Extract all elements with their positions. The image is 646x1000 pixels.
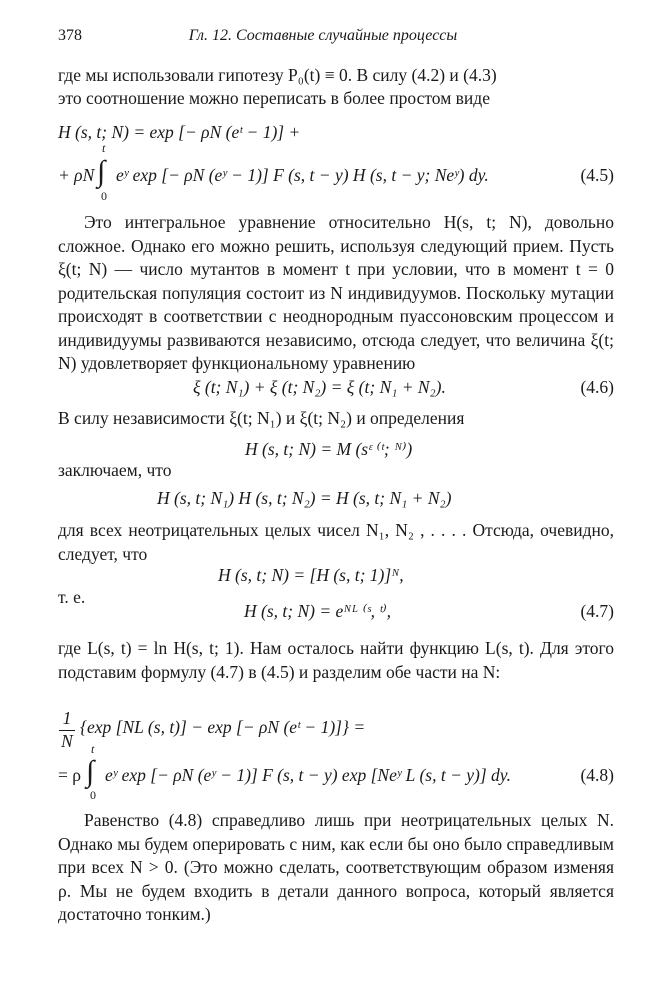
equation-4-6: ξ (t; N₁) + ξ (t; N₂) = ξ (t; N₁ + N₂). <box>193 377 446 397</box>
paragraph-ie: т. е. <box>58 587 86 607</box>
equation-4-5-line1: H (s, t; N) = exp [− ρN (eᵗ − 1)] + <box>58 122 301 142</box>
equation-4-8-upper-limit: t <box>91 742 95 756</box>
paragraph-all-integers: для всех неотрицательных целых чисел N₁, N₂ , . . . . Отсюда, очевидно, следует, что <box>58 520 614 564</box>
equation-4-8-fraction-denominator: N <box>61 731 73 751</box>
equation-4-5-body: eʸ exp [− ρN (eʸ − 1)] F (s, t − y) H (s, t − y; Neʸ) dy. <box>116 165 489 185</box>
equation-multiplicative: H (s, t; N₁) H (s, t; N₂) = H (s, t; N₁ + N₂) <box>157 488 452 508</box>
equation-4-7-number: (4.7) <box>580 601 614 621</box>
equation-4-5-lead: + ρN <box>58 165 95 185</box>
equation-4-8-lower-limit: 0 <box>90 788 96 802</box>
equation-4-8-line1: {exp [NL (s, t)] − exp [− ρN (eᵗ − 1)]} = <box>80 717 366 737</box>
paragraph-integral-equation: Это интегральное уравнение относительно H(s, t; N), довольно сложное. Однако его можно решить, используя следующий прием. Пусть ξ(t; N) — число мутантов в момент t при условии, что в момент t = 0 родительская популяция состоит из N индивидуумов. Поскольку мутации происходят в соответствии с неоднородным пуассоновским процессом и индивидуумы развиваются независимо, отсюда следует, что величина ξ(t; N) удовлетворяет функциональному уравнению <box>58 212 614 373</box>
paragraph-conclude: заключаем, что <box>58 460 172 480</box>
equation-4-8-fraction-numerator: 1 <box>62 708 72 728</box>
equation-4-8-lead: = ρ <box>58 765 81 785</box>
running-head: Гл. 12. Составные случайные процессы <box>188 27 458 44</box>
paragraph-independence: В силу независимости ξ(t; N₁) и ξ(t; N₂) и определения <box>58 408 465 428</box>
equation-4-8-body: eʸ exp [− ρN (eʸ − 1)] F (s, t − y) exp [Neʸ L (s, t − y)] dy. <box>105 765 511 785</box>
paragraph-find-L: где L(s, t) = ln H(s, t; 1). Нам осталось найти функцию L(s, t). Для этого подставим формулу (4.7) в (4.5) и разделим обе части на N: <box>58 638 614 682</box>
equation-4-7: H (s, t; N) = eᴺᴸ ⁽ˢ, ᵗ⁾, <box>244 601 392 621</box>
paragraph-intro-line1: где мы использовали гипотезу P₀(t) ≡ 0. В силу (4.2) и (4.3) <box>58 65 497 85</box>
integral-sign: ∫ <box>97 155 106 188</box>
paragraph-intro-line2: это соотношение можно переписать в более простом виде <box>58 88 490 108</box>
equation-4-8-number: (4.8) <box>580 765 614 785</box>
equation-4-5-number: (4.5) <box>580 165 614 185</box>
page-number: 378 <box>58 27 82 44</box>
equation-power: H (s, t; N) = [H (s, t; 1)]ᴺ, <box>218 565 404 585</box>
equation-definition: H (s, t; N) = M (sᵋ ⁽ᵗ; ᴺ⁾) <box>245 439 413 459</box>
equation-4-5-upper-limit: t <box>102 141 106 155</box>
integral-sign: ∫ <box>86 755 95 788</box>
equation-4-6-number: (4.6) <box>580 377 614 397</box>
paragraph-validity: Равенство (4.8) справедливо лишь при неотрицательных целых N. Однако мы будем оперировать с ним, как если бы оно было справедливым при всех N > 0. (Это можно сделать, соответствующим образом изменяя ρ. Мы не будем входить в детали данного вопроса, который является достаточно тонким.) <box>58 810 614 924</box>
equation-4-5-lower-limit: 0 <box>101 189 107 203</box>
